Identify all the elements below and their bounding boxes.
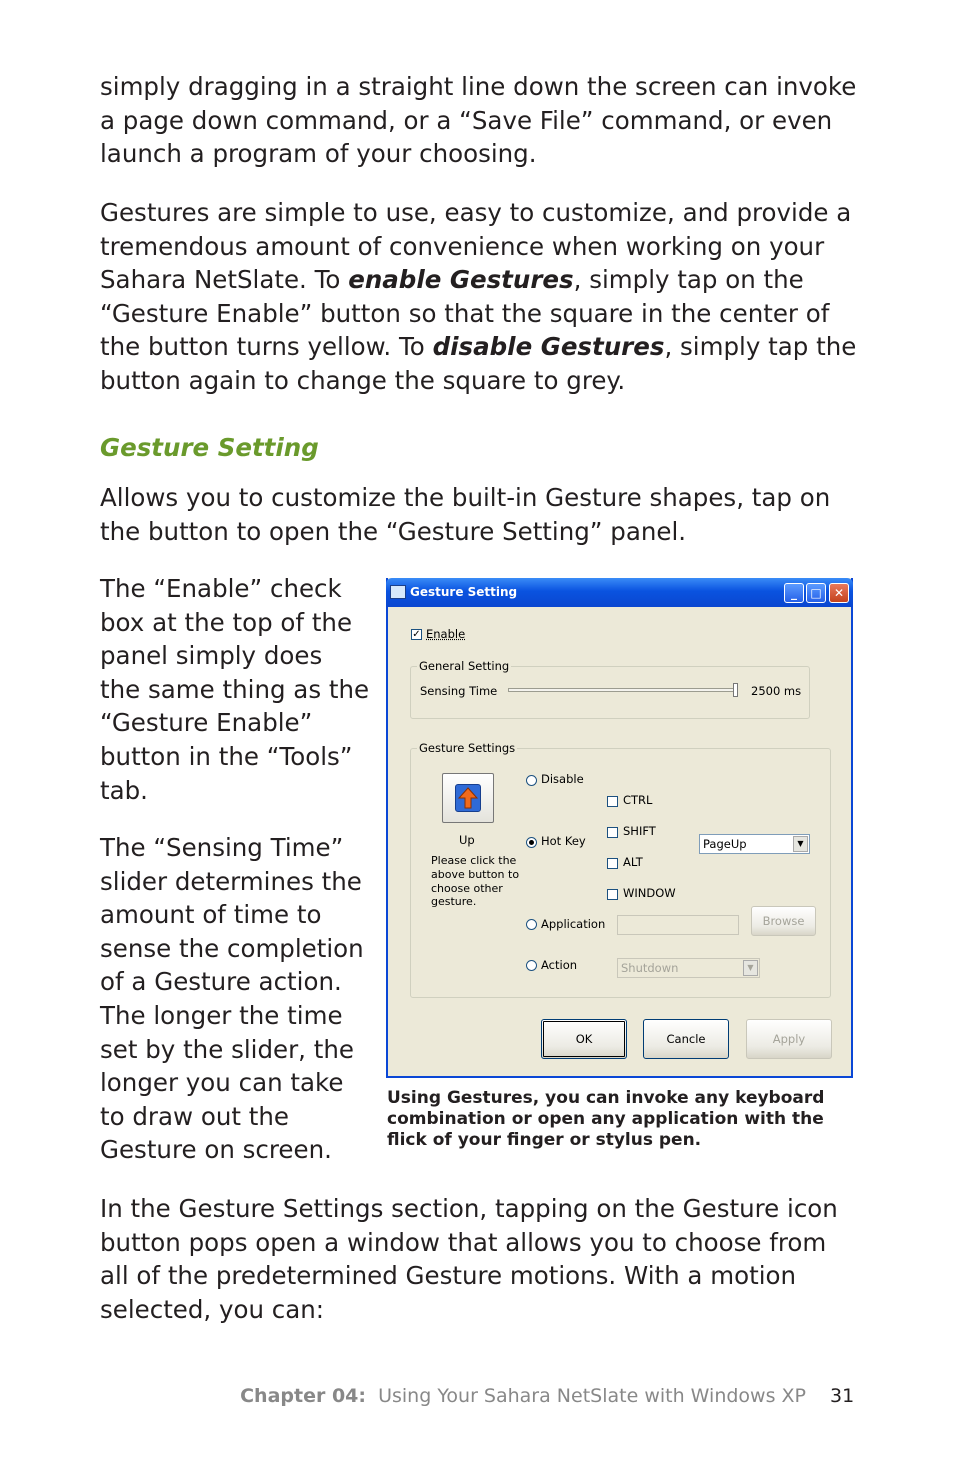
text-run: , simply tap the button again to change the square to grey. (100, 332, 857, 395)
alt-label[interactable]: ALT (623, 855, 643, 869)
shift-checkbox[interactable] (607, 827, 618, 838)
page-number: 31 (830, 1385, 855, 1407)
application-path-input[interactable] (617, 915, 739, 935)
gesture-setting-window (386, 578, 853, 1078)
sensing-time-label: Sensing Time (420, 684, 498, 698)
minimize-button[interactable]: _ (784, 583, 804, 603)
emphasis-enable: enable Gestures (348, 265, 574, 295)
chevron-down-icon[interactable]: ▼ (743, 960, 758, 976)
sensing-time-value: 2500 ms (751, 684, 802, 698)
up-arrow-icon (455, 784, 481, 812)
cancel-button[interactable]: Cancle (643, 1019, 729, 1059)
section-heading: Gesture Setting (100, 433, 319, 462)
window-titlebar (386, 578, 853, 607)
up-arrow-glyph (456, 785, 480, 811)
gesture-hint-text: Please click the above button to choose other gesture. (431, 854, 520, 909)
disable-radio[interactable] (526, 775, 537, 786)
body-paragraph-gestures (100, 196, 860, 398)
ok-button[interactable]: OK (541, 1019, 627, 1059)
footer-chapter: Chapter 04: (240, 1385, 366, 1407)
enable-checkbox[interactable]: ✓ (412, 629, 421, 640)
gesture-settings-legend: Gesture Settings (419, 741, 516, 755)
action-radio-label[interactable]: Action (541, 958, 578, 972)
application-radio-label[interactable]: Application (541, 917, 606, 931)
gesture-select-button[interactable] (442, 773, 494, 823)
sensing-time-slider-thumb[interactable] (733, 683, 738, 697)
action-radio[interactable] (526, 960, 537, 971)
body-paragraph-enable: The “Enable” check box at the top of the panel simply does the same thing as the “Gesture Enable” button in the “Tools” tab. (100, 574, 370, 805)
window-key-label[interactable]: WINDOW (623, 886, 676, 900)
body-paragraph-intro: simply dragging in a straight line down the screen can invoke a page down command, or a “Save File” command, or even launch a program of your choosing. (100, 72, 857, 169)
text-run: , simply tap on the “Gesture Enable” button so that the square in the center of the button turns yellow. To (100, 265, 830, 362)
close-button[interactable]: ✕ (829, 583, 849, 603)
ctrl-label[interactable]: CTRL (623, 793, 653, 807)
alt-checkbox[interactable] (607, 858, 618, 869)
general-setting-legend: General Setting (419, 659, 510, 673)
window-app-icon (390, 585, 406, 599)
shift-label[interactable]: SHIFT (623, 824, 656, 838)
window-key-checkbox[interactable] (607, 889, 618, 900)
body-paragraph-gesture-settings: In the Gesture Settings section, tapping on the Gesture icon button pops open a window that allows you to choose from all of the predetermined Gesture motions. With a motion selected, you can: (100, 1194, 838, 1324)
gesture-name-label: Up (459, 833, 475, 847)
body-paragraph-sensing: The “Sensing Time” slider determines the amount of time to sense the completion of a Gesture action. The longer the time set by the slider, the longer you can take to draw out the Gesture on screen. (100, 833, 364, 1165)
hotkey-radio-label[interactable]: Hot Key (541, 834, 586, 848)
disable-radio-label[interactable]: Disable (541, 772, 584, 786)
maximize-button[interactable]: □ (806, 583, 826, 603)
text-run: Gestures are simple to use, easy to customize, and provide a tremendous amount of convenience when working on your Sahara NetSlate. To (100, 198, 852, 295)
sensing-time-slider-track[interactable] (508, 688, 738, 692)
hotkey-dropdown[interactable] (699, 834, 810, 854)
figure-caption: Using Gestures, you can invoke any keyboard combination or open any application with the flick of your finger or stylus pen. (387, 1088, 825, 1151)
page-footer (240, 1385, 806, 1407)
action-dropdown-value: Shutdown (621, 961, 679, 975)
window-title: Gesture Setting (410, 585, 518, 599)
chevron-down-icon[interactable]: ▼ (793, 836, 808, 852)
footer-title: Using Your Sahara NetSlate with Windows XP (378, 1385, 806, 1407)
body-paragraph-gesture-setting: Allows you to customize the built-in Gesture shapes, tap on the button to open the “Gesture Setting” panel. (100, 483, 831, 546)
emphasis-disable: disable Gestures (432, 332, 665, 362)
apply-button[interactable]: Apply (746, 1019, 832, 1059)
general-setting-group (410, 659, 810, 719)
application-radio[interactable] (526, 919, 537, 930)
action-dropdown[interactable] (617, 958, 760, 978)
browse-button[interactable]: Browse (751, 906, 816, 936)
ctrl-checkbox[interactable] (607, 796, 618, 807)
enable-label[interactable]: Enable (426, 627, 466, 641)
hotkey-radio[interactable] (526, 837, 537, 848)
hotkey-dropdown-value: PageUp (703, 837, 747, 851)
